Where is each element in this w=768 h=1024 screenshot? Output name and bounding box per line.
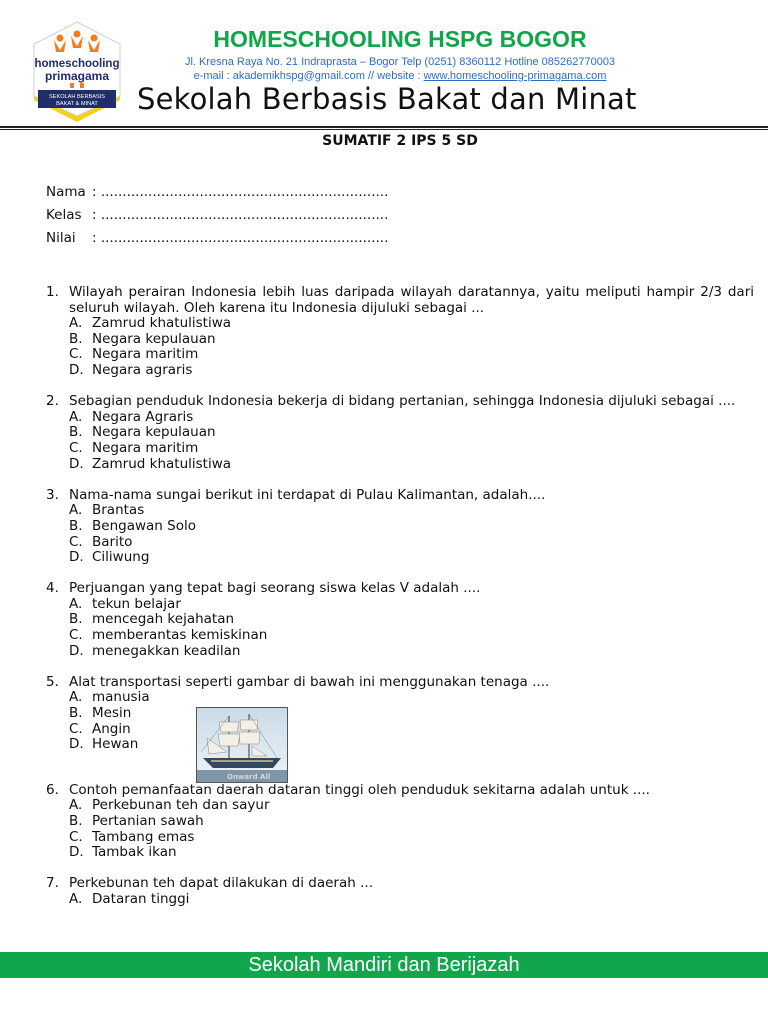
sailing-ship-image xyxy=(196,707,288,783)
field-blank: : ................................................................... xyxy=(92,207,389,223)
question-number: 5. xyxy=(46,673,59,690)
option-text: Tambak ikan xyxy=(92,844,177,861)
option-letter: B. xyxy=(69,813,83,829)
option-letter: D. xyxy=(69,549,84,566)
option-d xyxy=(69,644,754,660)
option-text: tekun belajar xyxy=(92,595,181,612)
option-letter: D. xyxy=(69,642,84,659)
option-letter: A. xyxy=(69,502,83,519)
question-6 xyxy=(46,783,754,861)
question-number: 2. xyxy=(46,393,59,410)
option-letter: A. xyxy=(69,595,83,612)
logo-text-4: BAKAT & MINAT xyxy=(56,101,98,107)
option-letter: D. xyxy=(69,844,84,861)
option-text: Pertanian sawah xyxy=(92,813,204,829)
option-a xyxy=(69,798,754,814)
option-letter: C. xyxy=(69,533,83,550)
field-label: Nilai xyxy=(46,230,76,246)
option-text: Negara Agraris xyxy=(92,408,194,425)
option-text: mencegah kejahatan xyxy=(92,611,235,628)
option-c xyxy=(69,628,754,644)
option-letter: B. xyxy=(69,517,83,534)
option-text: Barito xyxy=(92,533,133,550)
option-text: Mesin xyxy=(92,705,132,722)
question-3 xyxy=(46,488,754,566)
option-text: Zamrud khatulistiwa xyxy=(92,315,232,332)
school-name: HOMESCHOOLING HSPG BOGOR xyxy=(213,26,587,52)
option-text: Negara agraris xyxy=(92,361,193,378)
option-a xyxy=(69,503,754,519)
question-2 xyxy=(46,394,754,472)
option-d xyxy=(69,457,754,473)
option-b xyxy=(69,814,754,830)
header-divider-thin xyxy=(0,129,768,130)
header-divider xyxy=(0,126,768,128)
option-text: Negara kepulauan xyxy=(92,330,216,347)
question-number: 4. xyxy=(46,580,59,597)
option-c xyxy=(69,830,754,846)
question-text: Perkebunan teh dapat dilakukan di daerah ... xyxy=(69,875,373,892)
option-text: Dataran tinggi xyxy=(92,890,190,907)
question-text: Alat transportasi seperti gambar di bawah ini menggunakan tenaga .... xyxy=(69,673,550,690)
footer-banner: Sekolah Mandiri dan Berijazah xyxy=(0,952,768,978)
question-text: Nama-nama sungai berikut ini terdapat di Pulau Kalimantan, adalah.... xyxy=(69,486,546,503)
option-text: menegakkan keadilan xyxy=(92,642,241,659)
school-address: Jl. Kresna Raya No. 21 Indraprasta – Bogor Telp (0251) 8360112 Hotline 085262770003 xyxy=(184,56,616,68)
option-c xyxy=(69,441,754,457)
option-text: Ciliwung xyxy=(92,549,150,566)
question-7 xyxy=(46,876,754,907)
option-b xyxy=(69,425,754,441)
option-letter: A. xyxy=(69,315,83,332)
option-text: Negara maritim xyxy=(92,439,199,456)
option-b xyxy=(69,332,754,348)
option-letter: C. xyxy=(69,627,83,644)
question-number: 6. xyxy=(46,781,59,798)
website-link[interactable]: www.homeschooling-primagama.com xyxy=(423,70,607,82)
school-contact xyxy=(150,55,650,83)
option-c xyxy=(69,347,754,363)
option-b xyxy=(69,612,754,628)
option-d xyxy=(69,737,754,753)
school-email-line xyxy=(150,69,650,83)
option-text: manusia xyxy=(92,689,150,706)
logo-text-3: SEKOLAH BERBASIS xyxy=(49,94,105,100)
question-list xyxy=(46,285,754,923)
field-kelas xyxy=(46,207,388,223)
option-b xyxy=(69,706,754,722)
option-letter: C. xyxy=(69,828,83,845)
question-text: Contoh pemanfaatan daerah dataran tinggi oleh penduduk sekitarna adalah untuk .... xyxy=(69,781,650,798)
option-text: Brantas xyxy=(92,502,145,519)
ship-watermark: Onward All xyxy=(227,773,271,781)
option-letter: A. xyxy=(69,408,83,425)
question-number: 1. xyxy=(46,284,59,300)
option-a xyxy=(69,690,754,706)
option-text: Hewan xyxy=(92,736,139,753)
option-d xyxy=(69,550,754,566)
option-letter: C. xyxy=(69,720,83,737)
question-text: Sebagian penduduk Indonesia bekerja di bidang pertanian, sehingga Indonesia dijuluki sebagai .... xyxy=(69,393,736,410)
option-letter: A. xyxy=(69,890,83,907)
option-letter: D. xyxy=(69,361,84,378)
option-letter: D. xyxy=(69,455,84,472)
question-number: 3. xyxy=(46,486,59,503)
option-d xyxy=(69,363,754,379)
question-number: 7. xyxy=(46,875,59,892)
option-a xyxy=(69,316,754,332)
school-tagline: Sekolah Berbasis Bakat dan Minat xyxy=(137,82,637,116)
option-text: Zamrud khatulistiwa xyxy=(92,455,232,472)
question-text: Wilayah perairan Indonesia lebih luas daripada wilayah daratannya, yaitu meliputi hampir 2/3 dari seluruh wilayah. Oleh karena itu Indonesia dijuluki sebagai ... xyxy=(69,284,754,316)
email-text: e-mail : akademikhspg@gmail.com // website : xyxy=(193,70,424,82)
field-label: Nama xyxy=(46,184,86,200)
option-letter: B. xyxy=(69,424,83,441)
field-nilai xyxy=(46,230,388,246)
logo-text-2: primagama xyxy=(44,69,110,83)
question-5 xyxy=(46,675,754,753)
field-nama xyxy=(46,184,388,200)
document-title: SUMATIF 2 IPS 5 SD xyxy=(322,133,478,149)
option-letter: B. xyxy=(69,611,83,628)
option-letter: D. xyxy=(69,736,84,753)
option-d xyxy=(69,845,754,861)
option-a xyxy=(69,410,754,426)
question-text: Perjuangan yang tepat bagi seorang siswa kelas V adalah .... xyxy=(69,580,481,597)
option-c xyxy=(69,722,754,738)
field-blank: : ................................................................... xyxy=(92,230,389,246)
option-letter: B. xyxy=(69,705,83,722)
option-b xyxy=(69,519,754,535)
option-c xyxy=(69,535,754,551)
logo-text-1: homeschooling xyxy=(34,58,120,70)
option-a xyxy=(69,597,754,613)
option-text: memberantas kemiskinan xyxy=(92,627,268,644)
option-text: Bengawan Solo xyxy=(92,517,196,534)
question-4 xyxy=(46,581,754,659)
option-letter: C. xyxy=(69,439,83,456)
option-text: Negara kepulauan xyxy=(92,424,216,441)
option-letter: A. xyxy=(69,689,83,706)
field-label: Kelas xyxy=(46,207,82,223)
field-blank: : ................................................................... xyxy=(92,184,389,200)
option-letter: A. xyxy=(69,797,83,814)
option-text: Perkebunan teh dan sayur xyxy=(92,797,270,814)
option-letter: B. xyxy=(69,330,83,347)
option-text: Negara maritim xyxy=(92,346,199,363)
option-text: Tambang emas xyxy=(92,828,195,845)
option-text: Angin xyxy=(92,720,131,737)
school-logo xyxy=(30,20,124,124)
question-1 xyxy=(46,285,754,379)
option-a xyxy=(69,892,754,908)
option-letter: C. xyxy=(69,346,83,363)
